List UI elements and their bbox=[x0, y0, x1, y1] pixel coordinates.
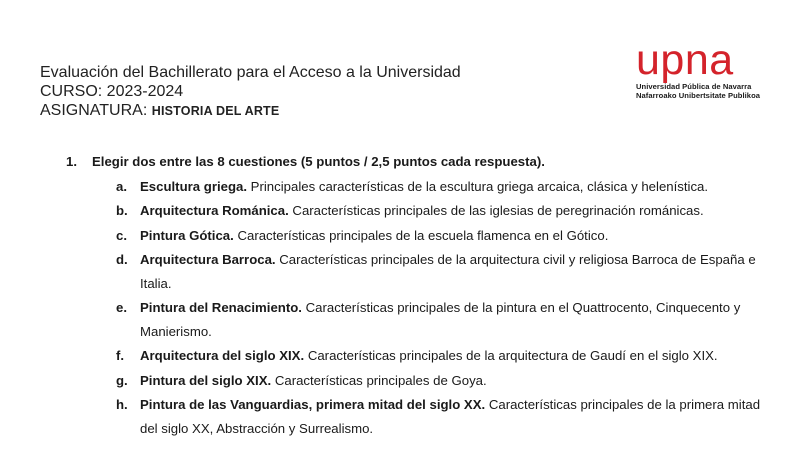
university-logo bbox=[636, 38, 766, 100]
logo-wordmark: upna bbox=[636, 36, 734, 84]
exam-header bbox=[40, 63, 461, 121]
list-item bbox=[66, 199, 766, 223]
item-title: Pintura de las Vanguardias, primera mitad del siglo XX. bbox=[140, 397, 486, 412]
item-title: Arquitectura del siglo XIX. bbox=[140, 348, 305, 363]
item-letter: e. bbox=[116, 300, 127, 315]
item-description: Características principales de la primera mitad del siglo XX, Abstracción y Surrealismo. bbox=[140, 397, 761, 436]
item-letter: f. bbox=[116, 348, 125, 363]
list-item bbox=[66, 344, 766, 368]
item-letter: g. bbox=[116, 372, 128, 388]
item-letter: d. bbox=[116, 252, 128, 267]
item-description: Características principales de la pintura en el Quattrocento, Cinquecento y Manierismo. bbox=[140, 300, 741, 339]
question-1 bbox=[66, 150, 766, 441]
list-item bbox=[66, 224, 766, 248]
item-title: Pintura del Renacimiento. bbox=[140, 300, 302, 315]
item-description: Características principales de la arquitectura de Gaudí en el siglo XIX. bbox=[304, 348, 718, 363]
item-title: Arquitectura Barroca. bbox=[140, 252, 276, 267]
exam-title: Evaluación del Bachillerato para el Acceso a la Universidad bbox=[40, 64, 461, 81]
question-heading bbox=[66, 150, 766, 174]
item-title: Escultura griega. bbox=[140, 178, 248, 194]
item-title: Pintura del siglo XIX. bbox=[140, 372, 272, 388]
list-item bbox=[66, 369, 766, 393]
item-description: Características principales de la escuela flamenca en el Gótico. bbox=[233, 227, 609, 243]
subject-label: ASIGNATURA: bbox=[40, 102, 152, 119]
item-letter: c. bbox=[116, 227, 127, 243]
item-letter: h. bbox=[116, 397, 128, 412]
item-description: Características principales de la arquitectura civil y religiosa Barroca de España e Italia. bbox=[140, 252, 756, 291]
list-item bbox=[66, 175, 766, 199]
item-letter: b. bbox=[116, 203, 128, 218]
item-title: Arquitectura Románica. bbox=[140, 203, 289, 218]
list-item bbox=[66, 248, 766, 295]
item-description: Características principales de las iglesias de peregrinación románicas. bbox=[288, 203, 704, 218]
logo-subtitle-eu: Nafarroako Unibertsitate Publikoa bbox=[636, 91, 761, 100]
question-options-list bbox=[66, 175, 766, 441]
exam-subject bbox=[40, 101, 461, 121]
item-description: Principales características de la escultura griega arcaica, clásica y helenística. bbox=[247, 178, 709, 194]
exam-course: CURSO: 2023-2024 bbox=[40, 83, 184, 100]
subject-value: HISTORIA DEL ARTE bbox=[151, 104, 280, 118]
item-title: Pintura Gótica. bbox=[140, 227, 234, 243]
question-number: 1. bbox=[66, 154, 77, 169]
list-item bbox=[66, 296, 766, 343]
list-item bbox=[66, 393, 766, 440]
item-description: Características principales de Goya. bbox=[271, 372, 487, 388]
logo-subtitle-es: Universidad Pública de Navarra bbox=[636, 82, 752, 91]
item-letter: a. bbox=[116, 178, 127, 194]
question-heading-text: Elegir dos entre las 8 cuestiones (5 puntos / 2,5 puntos cada respuesta). bbox=[92, 154, 545, 169]
